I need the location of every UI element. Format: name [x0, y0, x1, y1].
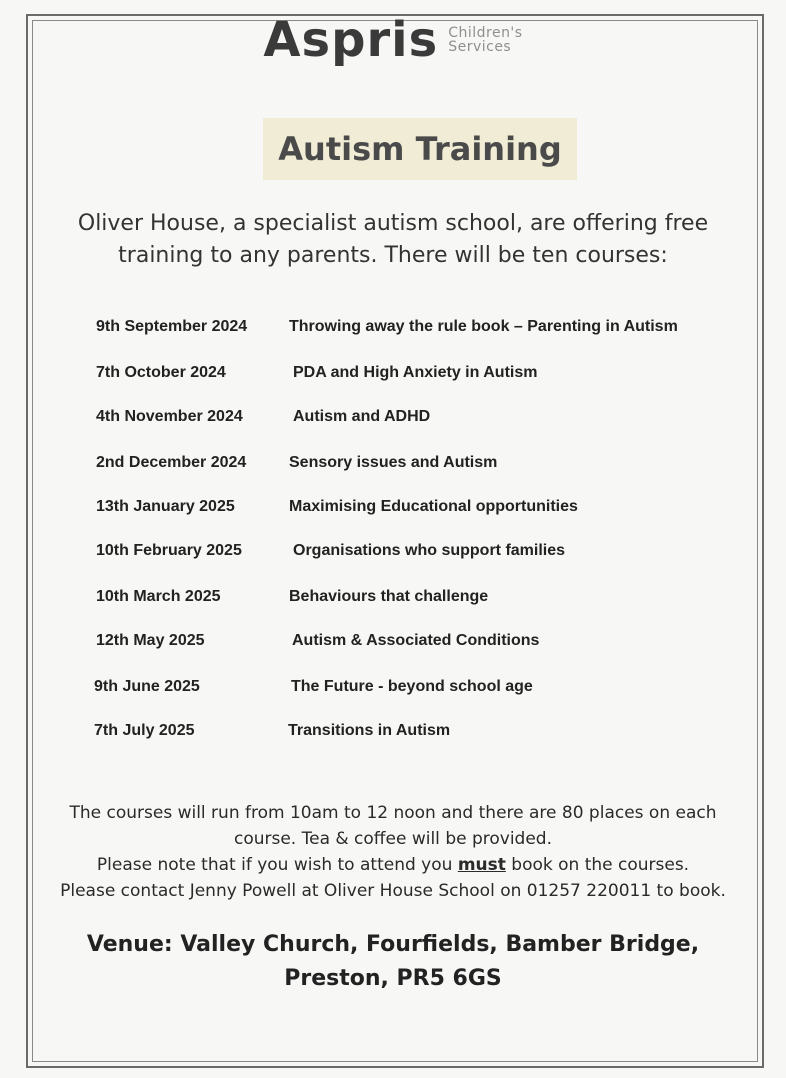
course-date: 10th February 2025: [96, 542, 242, 559]
course-date: 12th May 2025: [96, 632, 205, 649]
booking-note-post: book on the courses.: [505, 855, 690, 875]
course-date: 7th July 2025: [94, 722, 195, 739]
course-row: [0, 542, 786, 566]
course-topic: Maximising Educational opportunities: [289, 498, 578, 515]
course-row: [0, 364, 786, 388]
logo-sub-line1: Children's: [448, 25, 523, 41]
course-date: 10th March 2025: [96, 588, 221, 605]
course-row: [0, 722, 786, 746]
course-topic: The Future - beyond school age: [291, 678, 533, 695]
aspris-logo: [0, 12, 786, 70]
booking-note-emphasis: must: [457, 855, 506, 875]
page-title: Autism Training: [278, 130, 562, 168]
course-date: 7th October 2024: [96, 364, 226, 381]
logo-name: Aspris: [263, 12, 439, 68]
footer-contact: Please contact Jenny Powell at Oliver House School on 01257 220011 to book.: [60, 881, 726, 901]
course-topic: Autism & Associated Conditions: [292, 632, 540, 649]
logo-sub-line2: Services: [448, 39, 512, 55]
footer-booking-note: [60, 852, 726, 878]
logo-subtitle: [448, 26, 522, 54]
course-date: 13th January 2025: [96, 498, 235, 515]
course-topic: Behaviours that challenge: [289, 588, 489, 605]
course-topic: Transitions in Autism: [288, 722, 451, 739]
footer-info: [60, 800, 726, 904]
course-row: [0, 454, 786, 478]
course-row: [0, 498, 786, 522]
title-banner: [263, 118, 577, 180]
course-topic: PDA and High Anxiety in Autism: [293, 364, 538, 381]
intro-text: Oliver House, a specialist autism school, are offering free training to any parents. There will be ten courses:: [77, 211, 709, 268]
venue: Venue: Valley Church, Fourfields, Bamber Bridge, Preston, PR5 6GS: [86, 932, 700, 991]
footer-times: The courses will run from 10am to 12 noon and there are 80 places on each course. Tea & coffee will be provided.: [69, 803, 717, 849]
course-row: [0, 632, 786, 656]
course-topic: Organisations who support families: [293, 542, 566, 559]
course-row: [0, 588, 786, 612]
course-date: 2nd December 2024: [96, 454, 247, 471]
course-row: [0, 318, 786, 342]
course-row: [0, 678, 786, 702]
booking-note-pre: Please note that if you wish to attend you: [96, 855, 458, 875]
course-date: 9th June 2025: [94, 678, 200, 695]
course-topic: Autism and ADHD: [293, 408, 431, 425]
course-topic: Throwing away the rule book – Parenting in Autism: [289, 318, 678, 335]
course-date: 4th November 2024: [96, 408, 243, 425]
course-date: 9th September 2024: [96, 318, 248, 335]
course-topic: Sensory issues and Autism: [289, 454, 498, 471]
course-row: [0, 408, 786, 432]
